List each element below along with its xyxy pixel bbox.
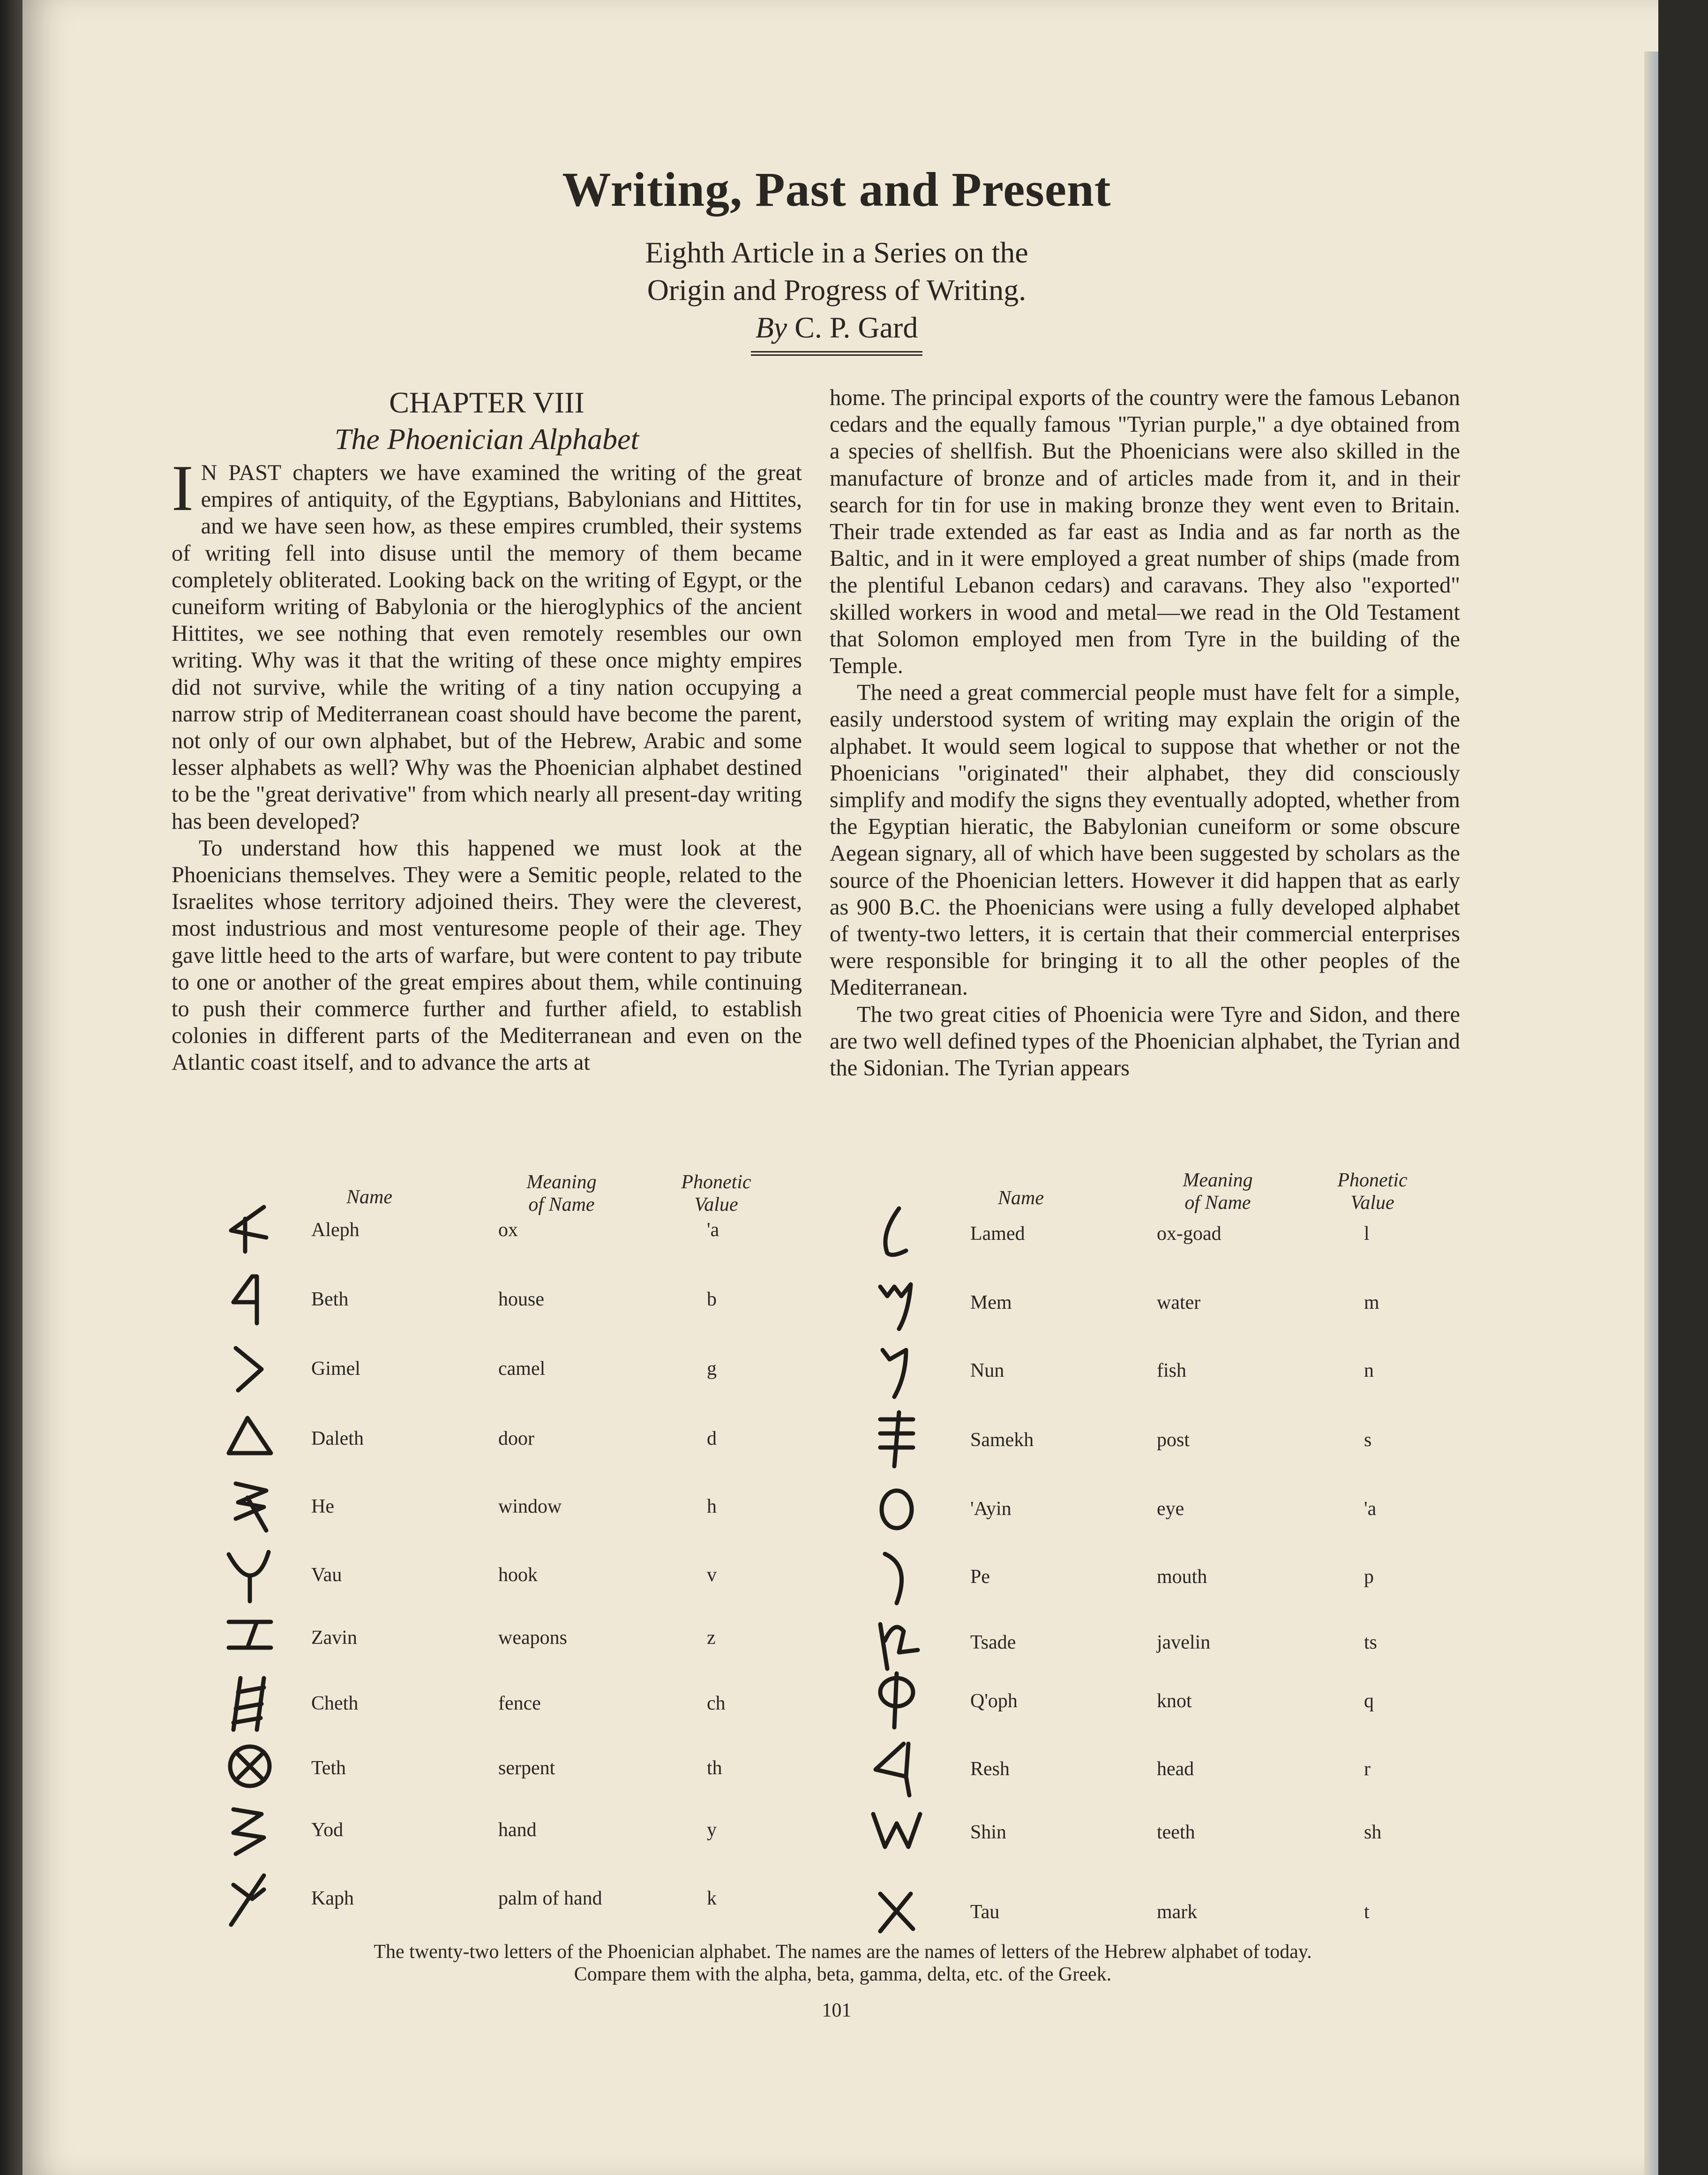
left-row-meaning: ox	[498, 1219, 518, 1241]
left-row-value: b	[707, 1289, 717, 1310]
left-row-name: Beth	[311, 1289, 349, 1310]
right-row-meaning: mark	[1157, 1901, 1198, 1923]
column-right	[830, 384, 1460, 1081]
left-row-name: Yod	[311, 1819, 344, 1841]
right-row-name: Pe	[970, 1566, 990, 1588]
left-header-meaning-line-1: Meaning	[526, 1171, 597, 1193]
right-row-value: 'a	[1364, 1498, 1377, 1520]
right-row-value: n	[1364, 1360, 1374, 1381]
lamed-letter-icon	[866, 1201, 927, 1262]
right-row-name: 'Ayin	[970, 1498, 1011, 1520]
beth-letter-icon	[219, 1267, 280, 1328]
subtitle-line-1: Eighth Article in a Series on the	[645, 236, 1028, 269]
left-row-name: He	[311, 1496, 334, 1517]
daleth-letter-icon	[219, 1406, 280, 1467]
vau-letter-icon	[219, 1543, 280, 1604]
left-row-meaning: window	[498, 1496, 562, 1517]
right-row-name: Lamed	[970, 1223, 1025, 1245]
caption-line-2: Compare them with the alpha, beta, gamma, delta, etc. of the Greek.	[574, 1964, 1112, 1985]
right-row-value: t	[1364, 1901, 1370, 1923]
left-row-meaning: fence	[498, 1693, 541, 1714]
paragraph-1-text: chapters we have examined the writing of the great empires of antiquity, of the Egyptians, Babylonians and Hittites, and we have seen how, as these empires crumbled, their systems of writing fell into disuse until the memory of them became completely obliterated. Looking back on the writing of Egypt, or the cuneiform writing of Babylonia or the hieroglyphics of the ancient Hittites, we see nothing that even remotely resembles our own writing. Why was it that the writing of these once mighty empires did not survive, while the writing of a tiny nation occupying a narrow strip of Mediterranean coast should have become the parent, not only of our own alphabet, but of the Hebrew, Arabic and some lesser alphabets as well? Why was the Phoenician alphabet destined to be the "great derivative" from which nearly all present-day writing has been developed?	[172, 460, 802, 834]
teth-letter-icon	[219, 1736, 280, 1797]
right-header-meaning-line-2: of Name	[1184, 1192, 1251, 1214]
left-row-meaning: camel	[498, 1358, 546, 1380]
zavin-letter-icon	[219, 1605, 280, 1666]
byline-author: C. P. Gard	[794, 311, 918, 344]
caption-line-1: The twenty-two letters of the Phoenician alphabet. The names are the names of letters of the Hebrew alphabet of today.	[374, 1941, 1312, 1963]
samekh-letter-icon	[866, 1408, 927, 1469]
left-header-phonetic	[660, 1171, 772, 1216]
right-row-name: Nun	[970, 1360, 1004, 1381]
left-header-name: Name	[346, 1186, 392, 1208]
left-row-meaning: house	[498, 1289, 544, 1310]
aleph-letter-icon	[219, 1198, 280, 1259]
left-row-name: Teth	[311, 1757, 346, 1779]
right-row-name: Mem	[970, 1292, 1012, 1313]
byline	[751, 309, 923, 356]
right-row-value: ts	[1364, 1632, 1378, 1653]
right-row-meaning: head	[1157, 1758, 1194, 1780]
cheth-letter-icon	[219, 1671, 280, 1732]
right-row-meaning: javelin	[1157, 1632, 1211, 1653]
paragraph-1	[172, 452, 802, 835]
subtitle-line-2: Origin and Progress of Writing.	[647, 273, 1026, 307]
shin-letter-icon	[866, 1800, 927, 1861]
left-row-name: Cheth	[311, 1693, 359, 1714]
kaph-letter-icon	[219, 1866, 280, 1927]
page-number: 101	[822, 2000, 852, 2021]
paragraph-1-lead: N PAST	[201, 460, 282, 485]
right-row-value: r	[1364, 1758, 1371, 1780]
right-header-phonetic-line-2: Value	[1350, 1192, 1394, 1214]
tsade-letter-icon	[866, 1610, 927, 1671]
paragraph-2: To understand how this happened we must look at the Phoenicians themselves. They were a Semitic people, related to the Israelites whose territory adjoined theirs. They were the cleverest, most industrious and most venturesome people of their age. They gave little heed to the arts of warfare, but were content to pay tribute to one or another of the great empires about them, while continuing to push their commerce further and further afield, to establish colonies in different parts of the Mediterranean and even on the Atlantic coast itself, and to advance the arts at	[172, 835, 802, 1075]
right-row-value: p	[1364, 1566, 1374, 1588]
right-header-meaning	[1147, 1169, 1288, 1214]
left-row-name: Aleph	[311, 1219, 360, 1241]
column-left	[172, 384, 802, 1076]
left-header-phonetic-line-2: Value	[694, 1194, 738, 1215]
left-row-value: z	[707, 1627, 716, 1649]
left-row-name: Gimel	[311, 1358, 360, 1380]
left-row-value: v	[707, 1564, 717, 1586]
article-subtitle	[22, 234, 1651, 309]
right-row-meaning: knot	[1157, 1690, 1192, 1712]
left-header-phonetic-line-1: Phonetic	[681, 1171, 751, 1193]
left-row-value: ch	[707, 1693, 726, 1714]
left-row-name: Vau	[311, 1564, 342, 1586]
left-header-meaning	[491, 1171, 632, 1216]
right-row-meaning: fish	[1157, 1360, 1186, 1381]
right-row-meaning: mouth	[1157, 1566, 1207, 1588]
left-row-value: th	[707, 1757, 722, 1779]
left-header-meaning-line-2: of Name	[528, 1194, 595, 1215]
right-row-name: Tau	[970, 1901, 1000, 1923]
right-row-value: s	[1364, 1429, 1372, 1451]
paragraph-4: The need a great commercial people must have felt for a simple, easily understood system of writing may explain the origin of the alphabet. It would seem logical to suppose that whether or not the Phoenicians "originated" their alphabet, they did consciously simplify and modify the signs they eventually adopted, whether from the Egyptian hieratic, the Babylonian cuneiform or some obscure Aegean signary, all of which have been suggested by scholars as the source of the Phoenician letters. However it did happen that as early as 900 B.C. the Phoenicians were using a fully developed alphabet of twenty-two letters, it is certain that their commercial enterprises were responsible for bringing it to all the other peoples of the Mediterranean.	[830, 680, 1460, 1000]
book-gutter	[0, 0, 22, 2175]
page-edge	[1644, 52, 1658, 2175]
pe-letter-icon	[866, 1545, 927, 1605]
left-row-name: Zavin	[311, 1627, 357, 1649]
right-row-name: Samekh	[970, 1429, 1034, 1451]
right-row-meaning: eye	[1157, 1498, 1184, 1520]
left-row-value: g	[707, 1358, 717, 1380]
paragraph-5: The two great cities of Phoenicia were Tyre and Sidon, and there are two well defined types of the Phoenician alphabet, the Tyrian and the Sidonian. The Tyrian appears	[830, 1002, 1460, 1081]
left-row-meaning: serpent	[498, 1757, 555, 1779]
right-row-name: Tsade	[970, 1632, 1016, 1653]
left-row-name: Daleth	[311, 1428, 364, 1449]
right-row-value: sh	[1364, 1822, 1382, 1843]
right-row-value: q	[1364, 1690, 1374, 1712]
paragraph-3: home. The principal exports of the country were the famous Lebanon cedars and the equally famous "Tyrian purple," a dye obtained from a species of shellfish. But the Phoenicians were also skilled in the manufacture of bronze and of articles made from it, and in their search for tin for use in making bronze they went even to Britain. Their trade extended as far east as India and as far north as the Baltic, and in it were employed a great number of ships (made from the plentiful Lebanon cedars) and caravans. They also "exported" skilled workers in wood and metal—we read in the Old Testament that Solomon employed men from Tyre in the building of the Temple.	[830, 385, 1460, 679]
left-row-meaning: weapons	[498, 1627, 567, 1649]
qoph-letter-icon	[866, 1669, 927, 1730]
right-row-meaning: teeth	[1157, 1822, 1195, 1843]
drop-cap: I	[172, 452, 194, 525]
left-row-name: Kaph	[311, 1888, 354, 1909]
figure-caption	[210, 1941, 1476, 1986]
left-row-value: 'a	[707, 1219, 719, 1241]
yod-letter-icon	[219, 1798, 280, 1859]
right-row-meaning: ox-goad	[1157, 1223, 1221, 1245]
left-row-value: h	[707, 1496, 717, 1517]
left-row-meaning: hook	[498, 1564, 538, 1586]
right-header-phonetic	[1316, 1169, 1429, 1214]
left-row-value: y	[707, 1819, 717, 1841]
tau-letter-icon	[866, 1880, 927, 1941]
chapter-subheading: The Phoenician Alphabet	[334, 422, 639, 456]
right-header-name: Name	[998, 1187, 1044, 1209]
right-row-value: l	[1364, 1223, 1370, 1245]
left-row-meaning: palm of hand	[498, 1888, 602, 1909]
left-row-meaning: hand	[498, 1819, 537, 1841]
right-row-meaning: water	[1157, 1292, 1201, 1313]
right-row-value: m	[1364, 1292, 1379, 1313]
left-row-meaning: door	[498, 1428, 534, 1449]
right-row-name: Shin	[970, 1822, 1007, 1843]
chapter-heading: CHAPTER VIII	[389, 386, 584, 419]
right-row-name: Resh	[970, 1758, 1010, 1780]
right-header-meaning-line-1: Meaning	[1183, 1170, 1253, 1191]
gimel-letter-icon	[219, 1336, 280, 1397]
right-row-meaning: post	[1157, 1429, 1190, 1451]
ayin-letter-icon	[866, 1477, 927, 1538]
nun-letter-icon	[866, 1338, 927, 1399]
mem-letter-icon	[866, 1270, 927, 1331]
article-header	[22, 162, 1651, 356]
byline-by: By	[755, 311, 787, 344]
resh-letter-icon	[866, 1737, 927, 1798]
article-title: Writing, Past and Present	[562, 163, 1111, 217]
book-page	[22, 0, 1658, 2175]
he-letter-icon	[219, 1474, 280, 1535]
right-row-name: Q'oph	[970, 1690, 1018, 1712]
left-row-value: k	[707, 1888, 717, 1909]
right-header-phonetic-line-1: Phonetic	[1337, 1170, 1408, 1191]
left-row-value: d	[707, 1428, 717, 1449]
